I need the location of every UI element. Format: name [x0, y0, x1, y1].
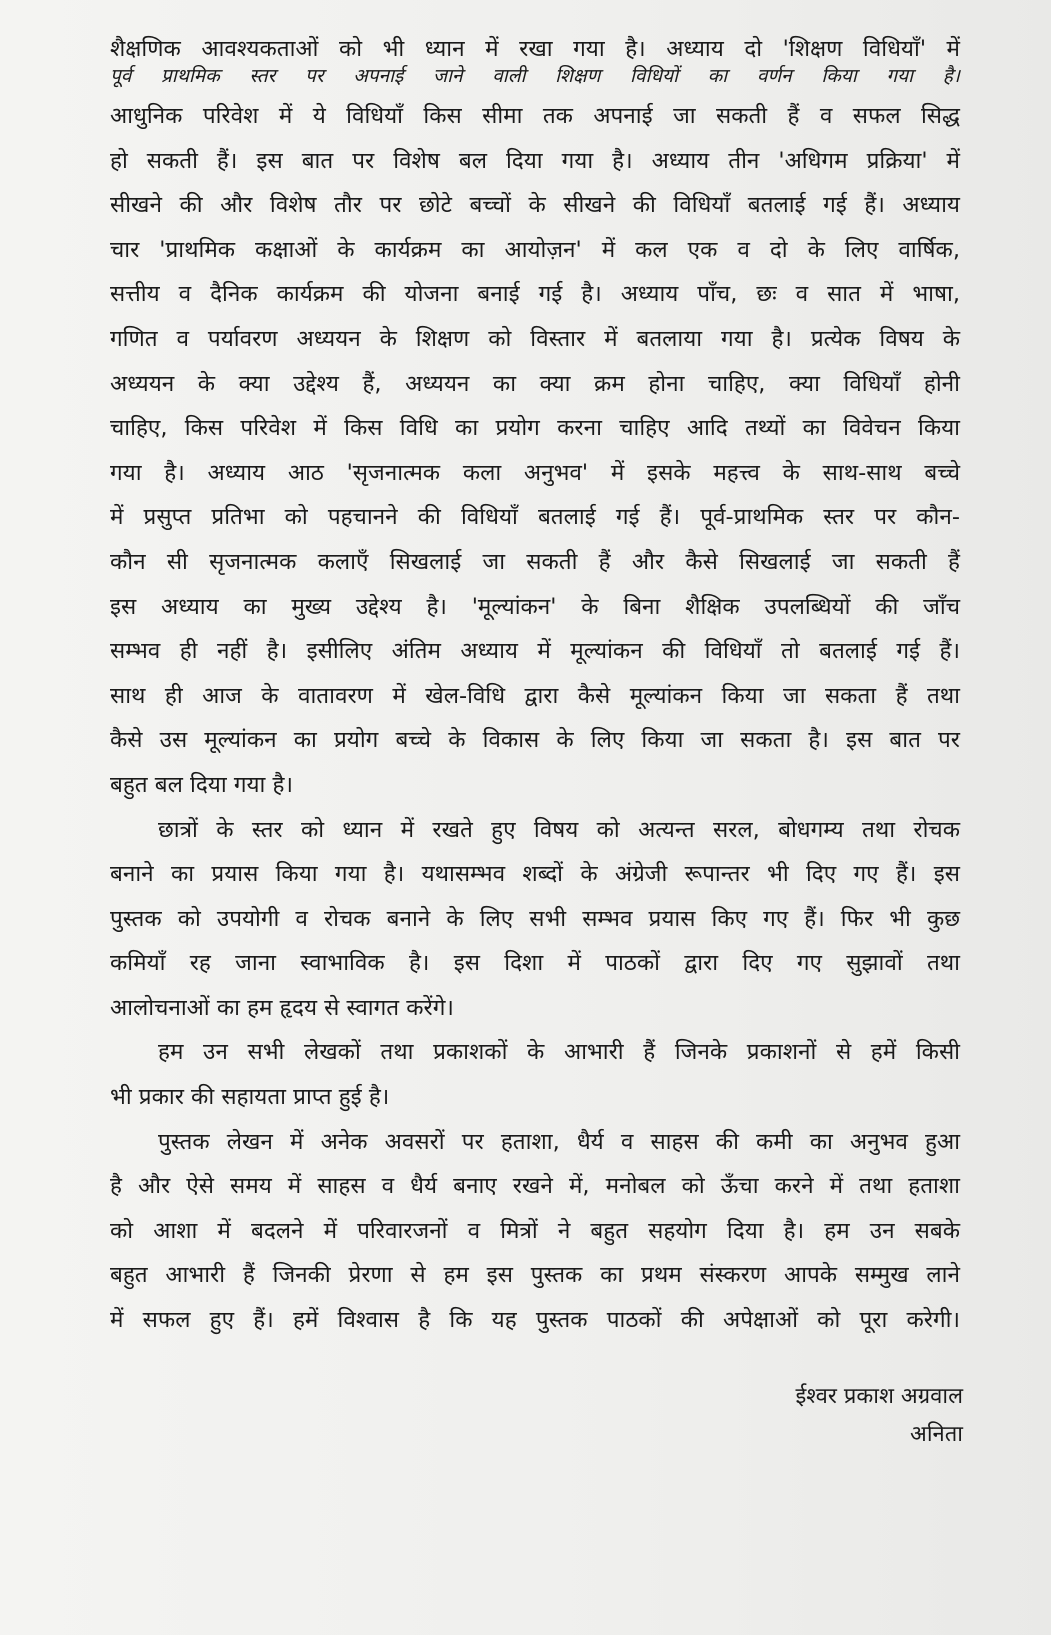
text-line: पूर्व प्राथमिक स्तर पर अपनाई जाने वाली शिक्षण विधियों का वर्णन किया गया है।: [110, 65, 960, 87]
text-line: है और ऐसे समय में साहस व धैर्य बनाए रखने में, मनोबल को ऊँचा करने में तथा हताशा: [110, 1173, 960, 1200]
text-line: कमियाँ रह जाना स्वाभाविक है। इस दिशा में पाठकों द्वारा दिए गए सुझावों तथा: [110, 950, 960, 977]
text-line: बहुत आभारी हैं जिनकी प्रेरणा से हम इस पुस्तक का प्रथम संस्करण आपके सम्मुख लाने: [110, 1262, 960, 1289]
text-line: साथ ही आज के वातावरण में खेल-विधि द्वारा कैसे मूल्यांकन किया जा सकता हैं तथा: [110, 682, 960, 709]
text-line: शैक्षणिक आवश्यकताओं को भी ध्यान में रखा गया है। अध्याय दो 'शिक्षण विधियाँ' में: [110, 36, 960, 62]
text-line: पुस्तक को उपयोगी व रोचक बनाने के लिए सभी सम्भव प्रयास किए गए हैं। फिर भी कुछ: [110, 905, 960, 932]
text-line: कौन सी सृजनात्मक कलाएँ सिखलाई जा सकती हैं और कैसे सिखलाई जा सकती हैं: [110, 548, 960, 575]
text-line: सत्तीय व दैनिक कार्यक्रम की योजना बनाई गई है। अध्याय पाँच, छः व सात में भाषा,: [110, 281, 960, 308]
author-signature-1: ईश्वर प्रकाश अग्रवाल: [795, 1384, 963, 1409]
text-line: छात्रों के स्तर को ध्यान में रखते हुए विषय को अत्यन्त सरल, बोधगम्य तथा रोचक: [158, 816, 960, 843]
text-line: सीखने की और विशेष तौर पर छोटे बच्चों के सीखने की विधियाँ बतलाई गई हैं। अध्याय: [110, 192, 960, 219]
text-line: बनाने का प्रयास किया गया है। यथासम्भव शब्दों के अंग्रेजी रूपान्तर भी दिए गए हैं। इस: [110, 861, 960, 888]
text-line: कैसे उस मूल्यांकन का प्रयोग बच्चे के विकास के लिए किया जा सकता है। इस बात पर: [110, 727, 960, 754]
text-line: में सफल हुए हैं। हमें विश्वास है कि यह पुस्तक पाठकों की अपेक्षाओं को पूरा करेगी।: [110, 1307, 960, 1334]
text-line: को आशा में बदलने में परिवारजनों व मित्रों ने बहुत सहयोग दिया है। हम उन सबके: [110, 1217, 960, 1244]
author-signature-2: अनिता: [910, 1422, 963, 1447]
text-line: आधुनिक परिवेश में ये विधियाँ किस सीमा तक अपनाई जा सकती हैं व सफल सिद्ध: [110, 103, 960, 129]
text-line: पुस्तक लेखन में अनेक अवसरों पर हताशा, धैर्य व साहस की कमी का अनुभव हुआ: [158, 1128, 960, 1155]
text-line: भी प्रकार की सहायता प्राप्त हुई है।: [110, 1084, 390, 1111]
text-line: अध्ययन के क्या उद्देश्य हैं, अध्ययन का क्या क्रम होना चाहिए, क्या विधियाँ होनी: [110, 370, 960, 397]
text-line: चाहिए, किस परिवेश में किस विधि का प्रयोग करना चाहिए आदि तथ्यों का विवेचन किया: [110, 415, 960, 442]
text-line: गणित व पर्यावरण अध्ययन के शिक्षण को विस्तार में बतलाया गया है। प्रत्येक विषय के: [110, 325, 960, 352]
text-line: आलोचनाओं का हम हृदय से स्वागत करेंगे।: [110, 994, 454, 1021]
text-line: सम्भव ही नहीं है। इसीलिए अंतिम अध्याय में मूल्यांकन की विधियाँ तो बतलाई गई हैं।: [110, 638, 960, 665]
text-line: हो सकती हैं। इस बात पर विशेष बल दिया गया है। अध्याय तीन 'अधिगम प्रक्रिया' में: [110, 147, 961, 174]
text-line: बहुत बल दिया गया है।: [110, 771, 294, 798]
text-line: गया है। अध्याय आठ 'सृजनात्मक कला अनुभव' में इसके महत्त्व के साथ-साथ बच्चे: [110, 459, 960, 486]
text-line: इस अध्याय का मुख्य उद्देश्य है। 'मूल्यांकन' के बिना शैक्षिक उपलब्धियों की जाँच: [110, 593, 960, 620]
text-line: चार 'प्राथमिक कक्षाओं के कार्यक्रम का आयोज़न' में कल एक व दो के लिए वार्षिक,: [110, 236, 960, 263]
text-line: हम उन सभी लेखकों तथा प्रकाशकों के आभारी हैं जिनके प्रकाशनों से हमें किसी: [158, 1039, 960, 1066]
preface-body: [110, 34, 960, 1343]
text-line: में प्रसुप्त प्रतिभा को पहचानने की विधियाँ बतलाई गई हैं। पूर्व-प्राथमिक स्तर पर कौन-: [110, 504, 960, 531]
